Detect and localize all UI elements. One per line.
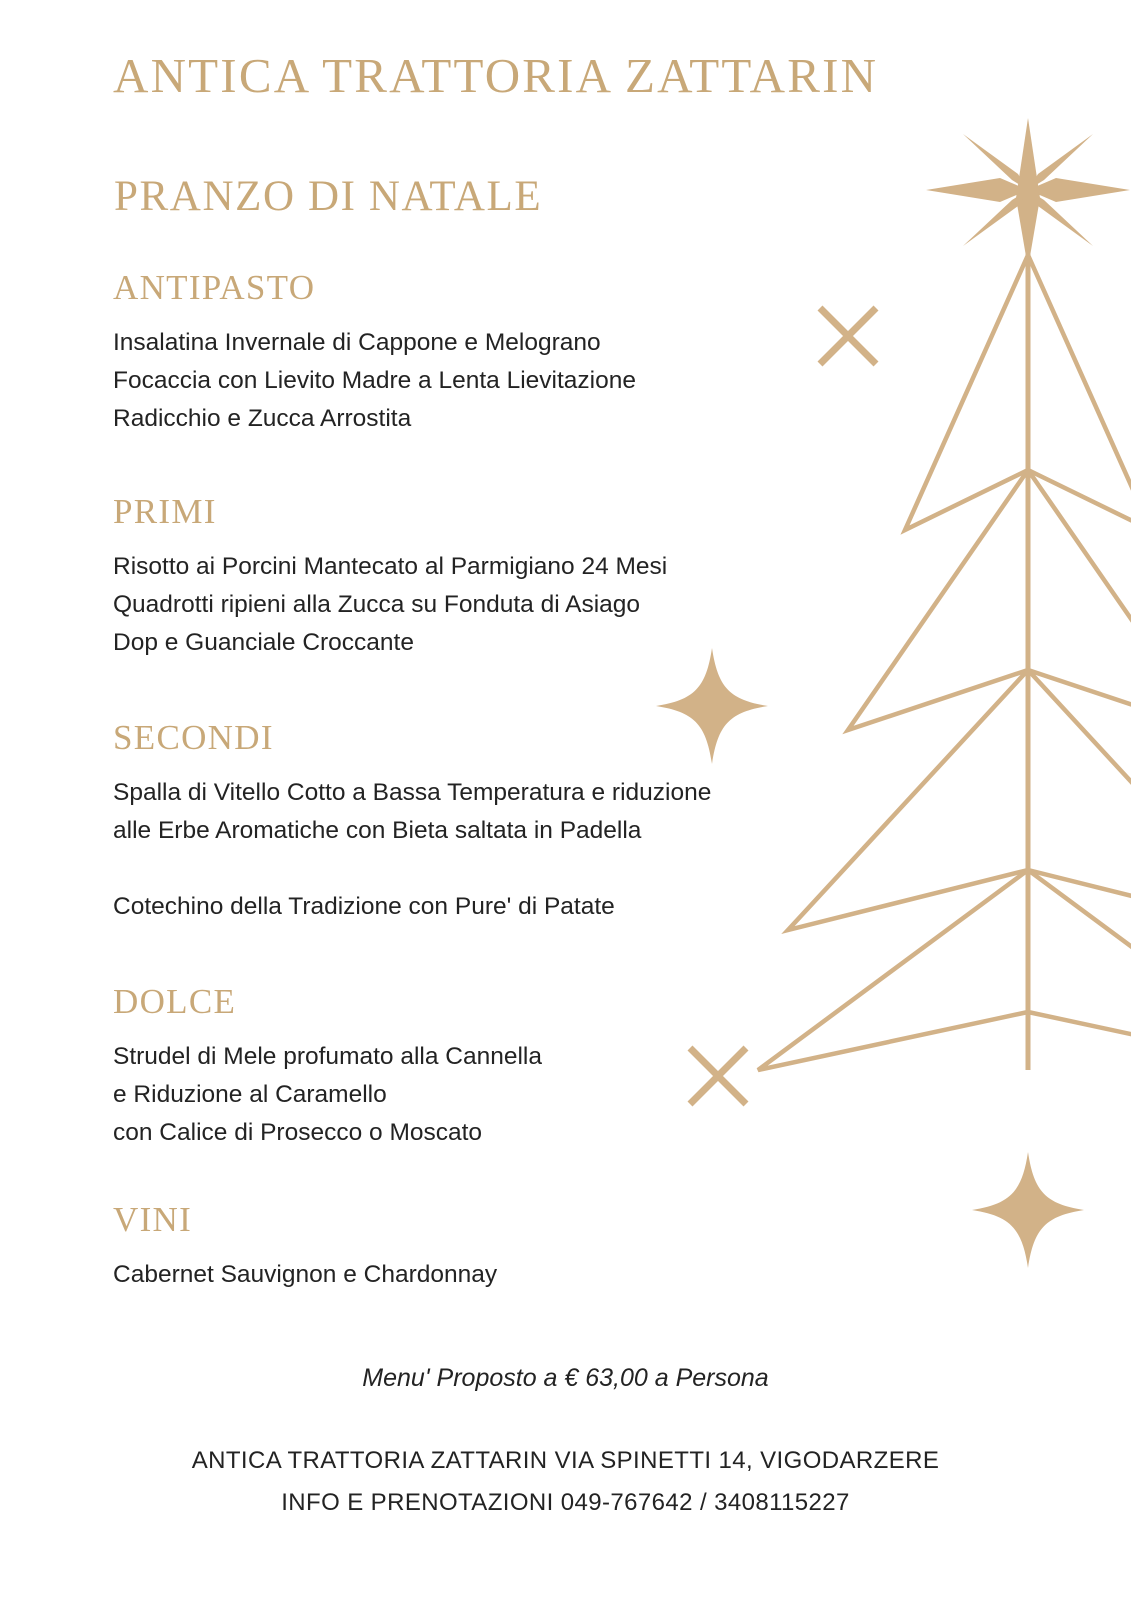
menu-item: Focaccia con Lievito Madre a Lenta Lievitazione bbox=[113, 367, 636, 394]
footer-contact: INFO E PRENOTAZIONI 049-767642 / 3408115227 bbox=[281, 1489, 850, 1516]
menu-section-dolce bbox=[113, 982, 873, 1152]
price-note: Menu' Proposto a € 63,00 a Persona bbox=[362, 1364, 769, 1392]
section-heading: DOLCE bbox=[113, 982, 237, 1021]
menu-item: alle Erbe Aromatiche con Bieta saltata in Padella bbox=[113, 817, 642, 844]
menu-section-antipasto bbox=[113, 268, 873, 438]
menu-item: Strudel di Mele profumato alla Cannella bbox=[113, 1043, 542, 1070]
menu-subtitle: PRANZO DI NATALE bbox=[114, 173, 543, 220]
menu-item: Cotechino della Tradizione con Pure' di Patate bbox=[113, 893, 615, 920]
section-heading: VINI bbox=[113, 1200, 193, 1239]
menu-item: Dop e Guanciale Croccante bbox=[113, 629, 414, 656]
section-heading: ANTIPASTO bbox=[113, 268, 316, 307]
page-title: ANTICA TRATTORIA ZATTARIN bbox=[113, 48, 879, 103]
menu-item: Quadrotti ripieni alla Zucca su Fonduta di Asiago bbox=[113, 591, 641, 618]
menu-item: con Calice di Prosecco o Moscato bbox=[113, 1119, 483, 1146]
menu-item: Cabernet Sauvignon e Chardonnay bbox=[113, 1261, 498, 1288]
menu-item: Insalatina Invernale di Cappone e Melograno bbox=[113, 329, 601, 356]
menu-item: Spalla di Vitello Cotto a Bassa Temperatura e riduzione bbox=[113, 779, 712, 806]
section-heading: PRIMI bbox=[113, 492, 217, 531]
footer bbox=[0, 1440, 1131, 1524]
section-heading: SECONDI bbox=[113, 718, 274, 757]
menu-section-secondi bbox=[113, 718, 873, 926]
menu-section-vini bbox=[113, 1200, 873, 1294]
menu-item: Risotto ai Porcini Mantecato al Parmigiano 24 Mesi bbox=[113, 553, 668, 580]
menu-section-primi bbox=[113, 492, 873, 662]
footer-address: ANTICA TRATTORIA ZATTARIN VIA SPINETTI 14, VIGODARZERE bbox=[191, 1447, 940, 1474]
menu-item: Radicchio e Zucca Arrostita bbox=[113, 405, 412, 432]
menu-item: e Riduzione al Caramello bbox=[113, 1081, 387, 1108]
